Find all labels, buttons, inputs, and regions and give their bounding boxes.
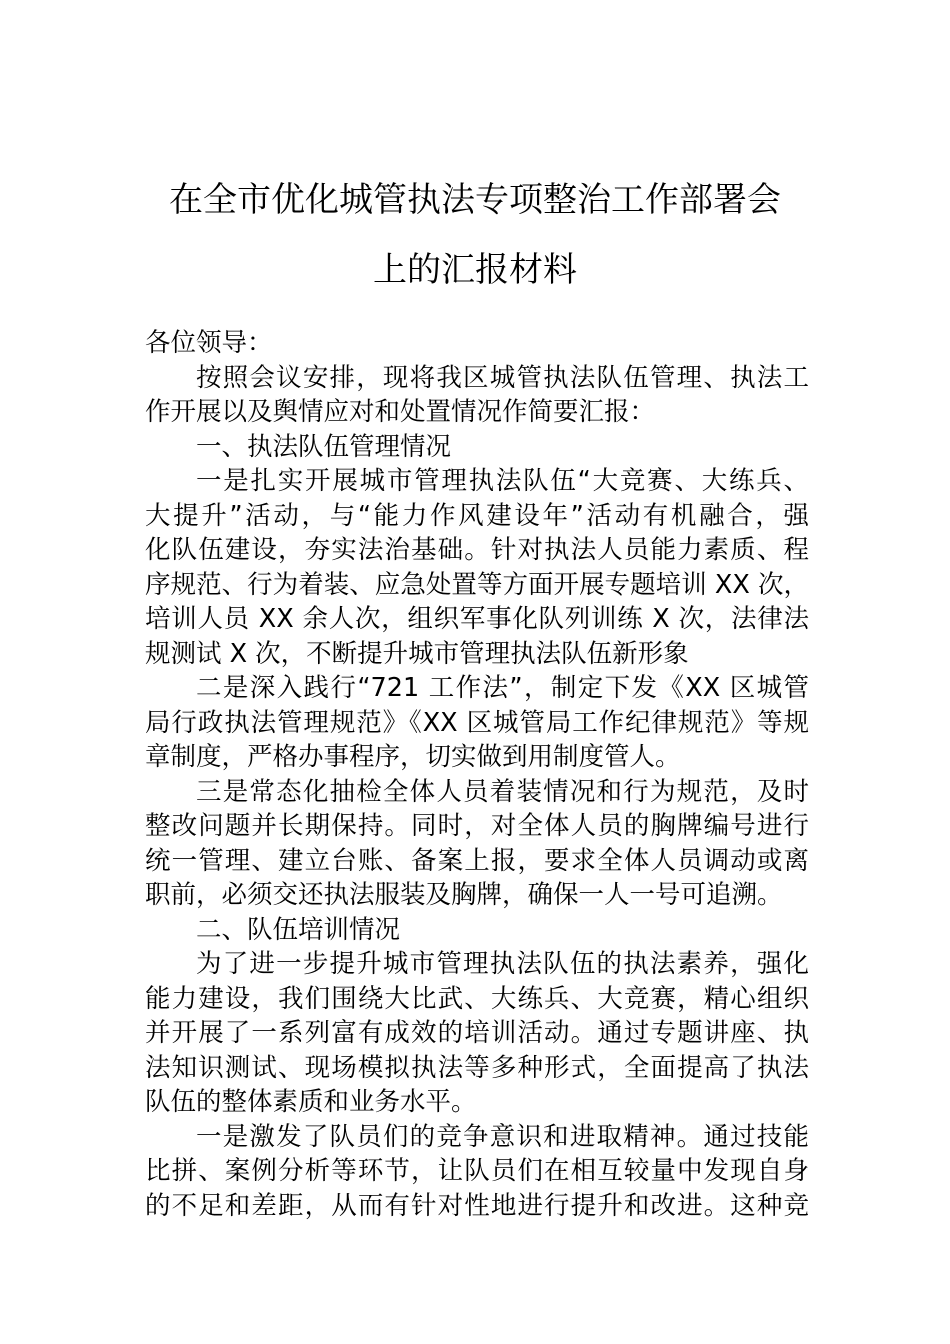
paragraph-line: 局行政执法管理规范》《XX 区城管局工作纪律规范》等规 [145,707,809,738]
paragraph-line: 能力建设，我们围绕大比武、大练兵、大竞赛，精心组织 [145,983,809,1014]
paragraph-line: 作开展以及舆情应对和处置情况作简要汇报： [145,397,656,427]
paragraph-line: 统一管理、建立台账、备案上报，要求全体人员调动或离 [145,845,809,876]
paragraph-line: 序规范、行为着装、应急处置等方面开展专题培训 XX 次， [145,569,809,600]
paragraph-line: 二是深入践行“721 工作法”，制定下发《XX 区城管 [196,673,809,703]
paragraph-line: 按照会议安排，现将我区城管执法队伍管理、执法工 [196,362,809,393]
document-body [145,326,809,1223]
paragraph-line: 的不足和差距，从而有针对性地进行提升和改进。这种竞 [145,1190,809,1221]
paragraph-line: 二、队伍培训情况 [196,914,401,945]
paragraph-line: 大提升”活动，与“能力作风建设年”活动有机融合，强 [145,500,809,531]
paragraph-line: 培训人员 XX 余人次，组织军事化队列训练 X 次，法律法 [145,604,809,634]
paragraph-line: 一是扎实开展城市管理执法队伍“大竞赛、大练兵、 [196,466,809,496]
paragraph-line: 法知识测试、现场模拟执法等多种形式，全面提高了执法 [145,1052,809,1083]
paragraph-line: 为了进一步提升城市管理执法队伍的执法素养，强化 [196,949,809,979]
paragraph-line: 规测试 X 次，不断提升城市管理执法队伍新形象 [145,638,689,669]
paragraph-line: 一是激发了队员们的竞争意识和进取精神。通过技能 [196,1121,809,1152]
paragraph-line: 章制度，严格办事程序，切实做到用制度管人。 [145,742,681,772]
paragraph-line: 比拼、案例分析等环节，让队员们在相互较量中发现自身 [145,1156,809,1186]
paragraph-line: 整改问题并长期保持。同时，对全体人员的胸牌编号进行 [145,811,809,841]
document-title [145,165,805,305]
paragraph-line: 一、执法队伍管理情况 [196,431,452,462]
title-line-2: 上的汇报材料 [373,250,577,290]
paragraph-line: 三是常态化抽检全体人员着装情况和行为规范，及时 [196,776,809,807]
paragraph-line: 并开展了一系列富有成效的培训活动。通过专题讲座、执 [145,1018,809,1048]
title-line-1: 在全市优化城管执法专项整治工作部署会 [169,180,781,220]
paragraph-line: 队伍的整体素质和业务水平。 [145,1087,477,1117]
paragraph-line: 职前，必须交还执法服装及胸牌，确保一人一号可追溯。 [145,880,783,910]
paragraph-line: 各位领导： [145,328,273,358]
paragraph-line: 化队伍建设，夯实法治基础。针对执法人员能力素质、程 [145,535,809,565]
